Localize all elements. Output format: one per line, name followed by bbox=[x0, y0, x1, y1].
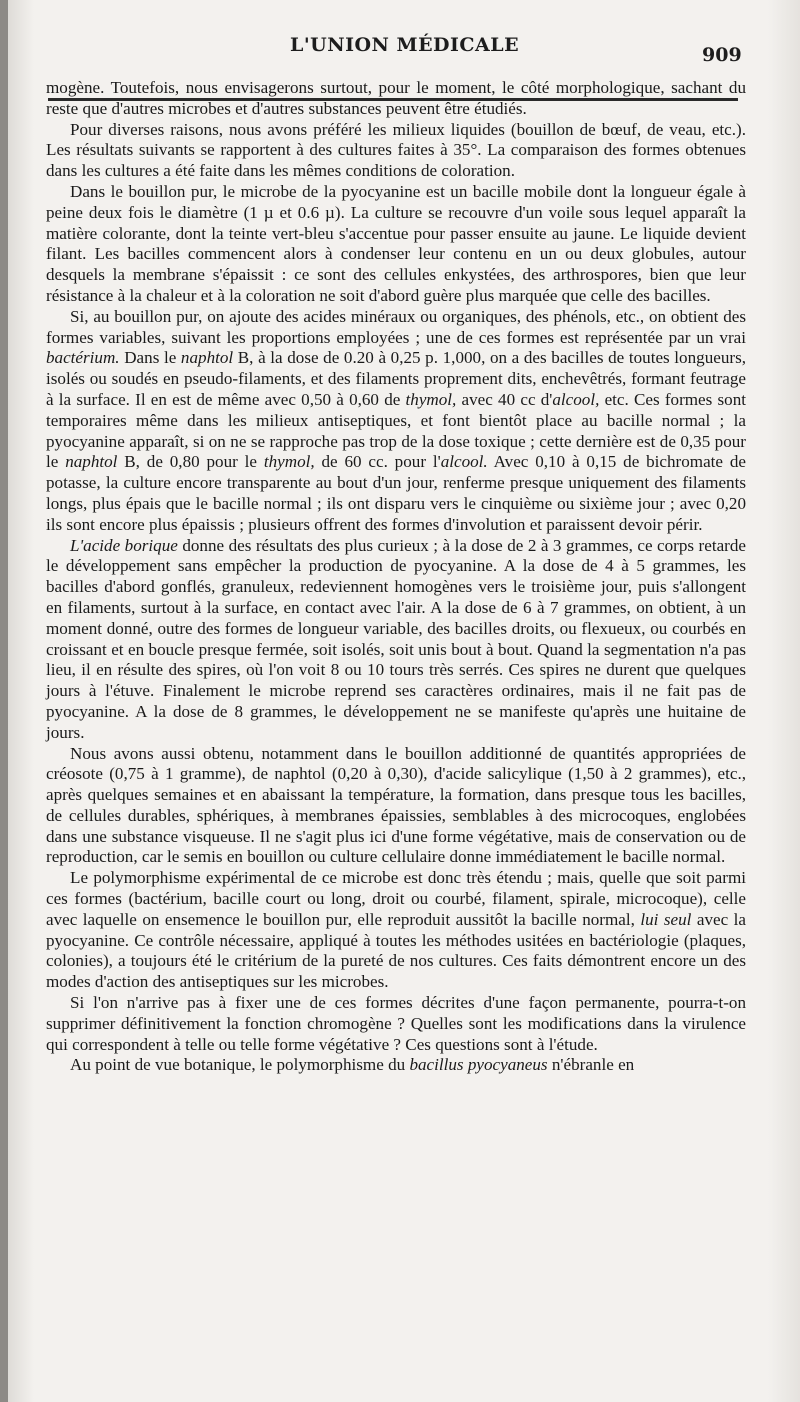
text-run: Nous avons aussi obtenu, notamment dans le bouillon additionné de quantités appropriées de créosote (0,75 à 1 gramme), de naphtol (0,20 à 0,30), d'acide salicylique (1,50 à 2 grammes), etc., après quelques semaines et en abaissant la température, la formation, dans presque tous les bacilles, de cellules durables, sphériques, à membranes épaissies, semblables à des microcoques, englobées dans une substance visqueuse. Il ne s'agit plus ici d'une forme végétative, mais de conservation ou de reproduction, car le semis en bouillon ou culture cellulaire donne immédiatement le bacille normal. bbox=[46, 743, 746, 867]
paragraph bbox=[46, 744, 746, 869]
italic-term: alcool, bbox=[552, 389, 600, 409]
text-run: Le polymorphisme expérimental de ce microbe est donc très étendu ; mais, quelle que soit parmi ces formes (bactérium, bacille court ou long, droit ou courbé, filament, spirale, microcoque), celle avec laquelle on ensemence le bouillon pur, elle reproduit aussitôt la bacille normal, bbox=[46, 868, 746, 929]
italic-term: lui seul bbox=[640, 909, 692, 929]
italic-term: alcool. bbox=[440, 452, 488, 472]
italic-term: thymol, bbox=[405, 389, 457, 409]
paragraph bbox=[46, 868, 746, 993]
text-run: de 60 cc. pour l' bbox=[314, 452, 441, 472]
italic-term: bactérium. bbox=[46, 348, 120, 368]
text-run: etc. Ces formes sont temporaires même dans les milieux antiseptiques, et font bientôt place au bacille normal ; la pyocyanine apparaît, si on ne se rapproche pas trop de la dose toxique ; cette dernière est de 0,35 pour le bbox=[46, 389, 746, 472]
paragraph bbox=[46, 307, 746, 536]
text-run: Au point de vue botanique, le polymorphisme du bbox=[70, 1055, 410, 1075]
italic-term: naphtol bbox=[65, 452, 118, 472]
text-run: Pour diverses raisons, nous avons préféré les milieux liquides (bouillon de bœuf, de veau, etc.). Les résultats suivants se rapportent à des cultures faites à 35°. La comparaison des formes obtenues dans les cultures a été faite dans les mêmes conditions de coloration. bbox=[46, 119, 746, 181]
text-run: donne des résultats des plus curieux ; à la dose de 2 à 3 grammes, ce corps retarde le développement sans empêcher la production de pyocyanine. A la dose de 4 à 5 grammes, les bacilles d'abord gonflés, granuleux, redeviennent homogènes vers le troisième jour, puis s'allongent en filaments, surtout à la surface, en contact avec l'air. A la dose de 6 à 7 grammes, on obtient, à un moment donné, outre des formes de longueur variable, des bacilles droits, ou flexueux, ou courbés en croissant et en boucle presque fermée, soit isolés, soit unis bout à bout. Quand la segmentation n'a pas lieu, il en résulte des spires, où l'on voit 8 ou 10 tours très serrés. Ces spires ne durent que quelques jours à l'étuve. Finalement le microbe reprend ses caractères ordinaires, mais il ne fait pas de pyocyanine. A la dose de 8 grammes, le développement ne se manifeste qu'après une huitaine de jours. bbox=[46, 535, 746, 742]
text-run: Dans le bouillon pur, le microbe de la pyocyanine est un bacille mobile dont la longueur égale à peine deux fois le diamètre (1 µ et 0.6 µ). La culture se recouvre d'un voile sous lequel apparaît la matière colorante, dont la teinte vert-bleu s'accentue pour passer ensuite au jaune. Le liquide devient filant. Les bacilles commencent alors à condenser leur contenu en un ou deux globules, autour desquels la membrane s'épaissit : ce sont des cellules enkystées, des arthrospores, bien que leur résistance à la chaleur et à la coloration ne soit d'abord guère plus marquée que celle des bacilles. bbox=[46, 181, 746, 305]
article-body bbox=[46, 78, 746, 1076]
document-page bbox=[8, 0, 800, 1402]
text-run: Dans le bbox=[119, 348, 181, 368]
italic-term: thymol, bbox=[263, 452, 315, 472]
text-run: avec la pyocyanine. Ce contrôle nécessaire, appliqué à toutes les méthodes usitées en bactériologie (plaques, colonies), a toujours été le critérium de la pureté de nos cultures. Ces faits démontrent encore un des modes d'action des antiseptiques sur les microbes. bbox=[46, 909, 746, 992]
paragraph bbox=[46, 120, 746, 182]
paragraph bbox=[46, 182, 746, 307]
page-number: 909 bbox=[702, 44, 742, 66]
text-run: n'ébranle en bbox=[547, 1055, 635, 1075]
running-title: L'UNION MÉDICALE bbox=[290, 34, 520, 56]
text-run: mogène. Toutefois, nous envisagerons surtout, pour le moment, le côté morphologique, sachant du reste que d'autres microbes et d'autres substances peuvent être étudiés. bbox=[46, 78, 746, 118]
paragraph bbox=[46, 993, 746, 1055]
paragraph bbox=[46, 1055, 746, 1076]
text-run: Avec 0,10 à 0,15 de bichromate de potasse, la culture encore transparente au bout d'un jour, renferme presque uniquement des filaments longs, plus épais que le bacille normal ; ils ont disparu vers le cinquième ou sixième jour ; avec 0,20 ils sont encore plus épaissis ; plusieurs offrent des formes d'involution et paraissent devoir périr. bbox=[46, 452, 746, 534]
text-run: avec 40 cc d' bbox=[456, 389, 553, 409]
italic-term: L'acide borique bbox=[70, 535, 178, 555]
page-header bbox=[8, 30, 800, 70]
text-run: B, à la dose de 0.20 à 0,25 p. 1,000, on a des bacilles de toutes longueurs, isolés ou soudés en pseudo-filaments, et des filaments proprement dits, enchevêtrés, formant feutrage à la surface. Il en est de même avec 0,50 à 0,60 de bbox=[46, 348, 746, 409]
italic-term: bacillus pyocyaneus bbox=[409, 1055, 548, 1075]
paragraph bbox=[46, 78, 746, 120]
text-run: Si, au bouillon pur, on ajoute des acides minéraux ou organiques, des phénols, etc., on obtient des formes variables, suivant les proportions employées ; une de ces formes est représentée par un vrai bbox=[46, 306, 746, 347]
text-run: B, de 0,80 pour le bbox=[117, 452, 264, 472]
paragraph bbox=[46, 536, 746, 744]
text-run: Si l'on n'arrive pas à fixer une de ces formes décrites d'une façon permanente, pourra-t-on supprimer définitivement la fonction chromogène ? Quelles sont les modifications dans la virulence qui correspondent à telle ou telle forme végétative ? Ces questions sont à l'étude. bbox=[46, 993, 746, 1054]
italic-term: naphtol bbox=[180, 348, 234, 368]
